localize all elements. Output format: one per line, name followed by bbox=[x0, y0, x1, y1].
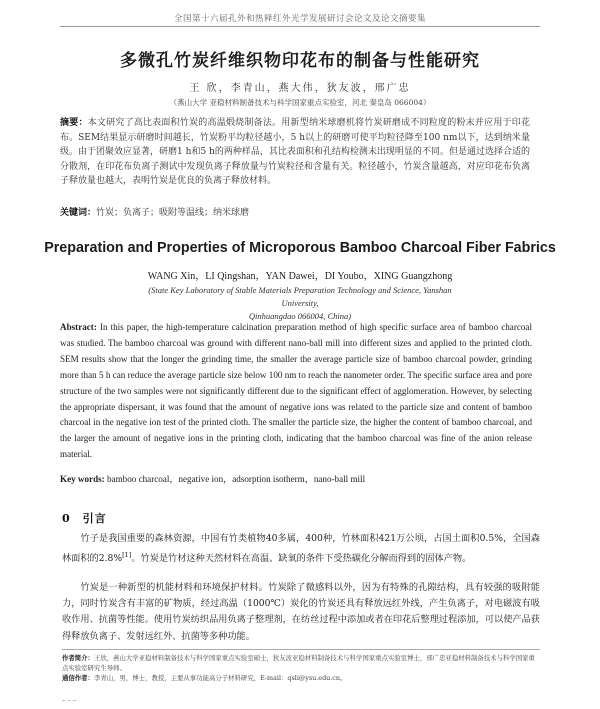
footnote-author-label: 作者简介： bbox=[62, 654, 94, 662]
chinese-title: 多微孔竹炭纤维织物印花布的制备与性能研究 bbox=[120, 51, 480, 71]
footnote-correspondence bbox=[62, 673, 540, 683]
english-affiliation-line-2: Qinhuangdao 066004, China) bbox=[248, 311, 352, 321]
english-authors: WANG Xin，LI Qingshan，YAN Dawei，DI Youbo，XING Guangzhong bbox=[147, 271, 453, 282]
section-title: 引言 bbox=[82, 512, 107, 525]
section-number: 0 bbox=[62, 512, 71, 525]
english-keywords-label: Key words: bbox=[60, 474, 105, 484]
footnote-author-info bbox=[62, 653, 540, 673]
paragraph-1-tail: 。竹炭是竹材这种天然材料在高温、缺氧的条件下受热碳化分解而得到的固体产物。 bbox=[131, 553, 472, 565]
page-footer-mark bbox=[62, 700, 76, 701]
english-keywords bbox=[60, 472, 532, 485]
body-paragraph-2: 竹炭是一种新型的机能材料和环境保护材料。竹炭除了微感料以外，因为有特殊的孔隙结构，具有较强的吸附能力，同时竹炭含有丰富的矿物质，经过高温（1000℃）炭化的竹炭还具有释放远红外线，产生负离子，对电磁波有吸收作用、抗菌等性能。使用竹炭纺织品用负离子整理剂，在纺丝过程中添加或者在印花后整理过程添加，可以使产品获得释放负离子、发射远红外、抗菌等多种功能。 bbox=[62, 582, 540, 642]
chinese-abstract-text: 本文研究了高比表面积竹炭的高温煅烧制备法。用新型纳米球磨机将竹炭研磨成不同粒度的粉末并应用于印花布。SEM结果显示研磨时间越长，竹炭粉平均粒径越小，5 h以上的研磨可使平均粒径降至100 nm以下，达到纳米量级。由于团聚效应显著，研磨1 h和5 h的两种样品，其比表面积和孔结构检测未出现明显的不同。但是通过选择合适的分散剂，在印花布负离子测试中发现负离子释放量与竹炭粒径和含量有关。粒径越小，竹炭含量越高，对应印花布负离子释放量也越大，表明竹炭是优良的负离子释放材料。 bbox=[60, 118, 530, 187]
header-rule bbox=[60, 26, 540, 27]
chinese-affiliation: （燕山大学 亚稳材料制备技术与科学国家重点实验室，河北 秦皇岛 066004） bbox=[169, 98, 431, 107]
paragraph-1-text: 竹子是我国重要的森林资源，中国有竹类植物40多属，400种，竹林面积421万公顷，占国土面积0.5%，全国森林面积的2.8% bbox=[62, 533, 540, 565]
footnote-rule bbox=[62, 649, 540, 650]
citation-ref: [1] bbox=[122, 551, 132, 560]
body-paragraph-1 bbox=[62, 531, 540, 567]
english-affiliation bbox=[140, 284, 460, 323]
chinese-authors: 王 欣，李青山，燕大伟，狄友波，邢广忠 bbox=[189, 83, 411, 94]
footnote bbox=[62, 653, 540, 683]
english-abstract bbox=[60, 320, 532, 463]
chinese-keywords-text: 竹炭；负离子；吸附等温线；纳米球磨 bbox=[96, 208, 250, 218]
english-affiliation-line-1: (State Key Laboratory of Stable Materials Preparation Technology and Science, Yanshan University, bbox=[148, 285, 452, 308]
chinese-abstract-label: 摘要： bbox=[60, 118, 88, 128]
section-heading-introduction bbox=[62, 510, 107, 526]
english-keywords-text: bamboo charcoal，negative ion，adsorption isotherm，nano-ball mill bbox=[107, 474, 366, 484]
running-head: 全国第十六届孔外和热释红外光学发展研讨会论文及论文摘要集 bbox=[173, 14, 426, 24]
footnote-author-text: 王欣，燕山大学亚稳材料制备技术与科学国家重点实验室硕士，狄友波亚稳材料制备技术与科学国家重点实验室博士，邢广忠亚稳材料制备技术与科学国家重点实验室研究生导师。 bbox=[62, 654, 535, 672]
chinese-keywords bbox=[60, 205, 530, 218]
footnote-correspondence-text: 李青山，男，博士，教授，主要从事功能高分子材料研究，E-mail：qsli@ysu.edu.cn。 bbox=[93, 674, 347, 682]
english-title: Preparation and Properties of Microporous Bamboo Charcoal Fiber Fabrics bbox=[44, 240, 556, 256]
english-abstract-label: Abstract: bbox=[60, 322, 97, 332]
chinese-abstract bbox=[60, 116, 530, 189]
chinese-keywords-label: 关键词： bbox=[60, 208, 97, 218]
english-abstract-text: In this paper, the high-temperature calcination preparation method of high specific surface area of bamboo charcoal was studied. The bamboo charcoal was ground with different nano-ball mill into different sizes and applied to the printed cloth. SEM results show that the longer the grinding time, the smaller the average particle size of bamboo charcoal powder, grinding more than 5 h can reduce the average particle size below 100 nm to reach the nanometer order. The specific surface area and pore structure of the two samples were not significantly different due to the significant effect of agglomeration. However, by selecting the appropriate dispersant, it was found that the amount of negative ions was related to the particle size and content of bamboo charcoal in the negative ion test of the printed cloth. The smaller the particle size, the higher the content of bamboo charcoal, and the larger the amount of negative ions in the printing cloth, indicating that the bamboo charcoal was fine of the anion release material. bbox=[60, 322, 532, 460]
footnote-correspondence-label: 通信作者： bbox=[62, 674, 94, 682]
